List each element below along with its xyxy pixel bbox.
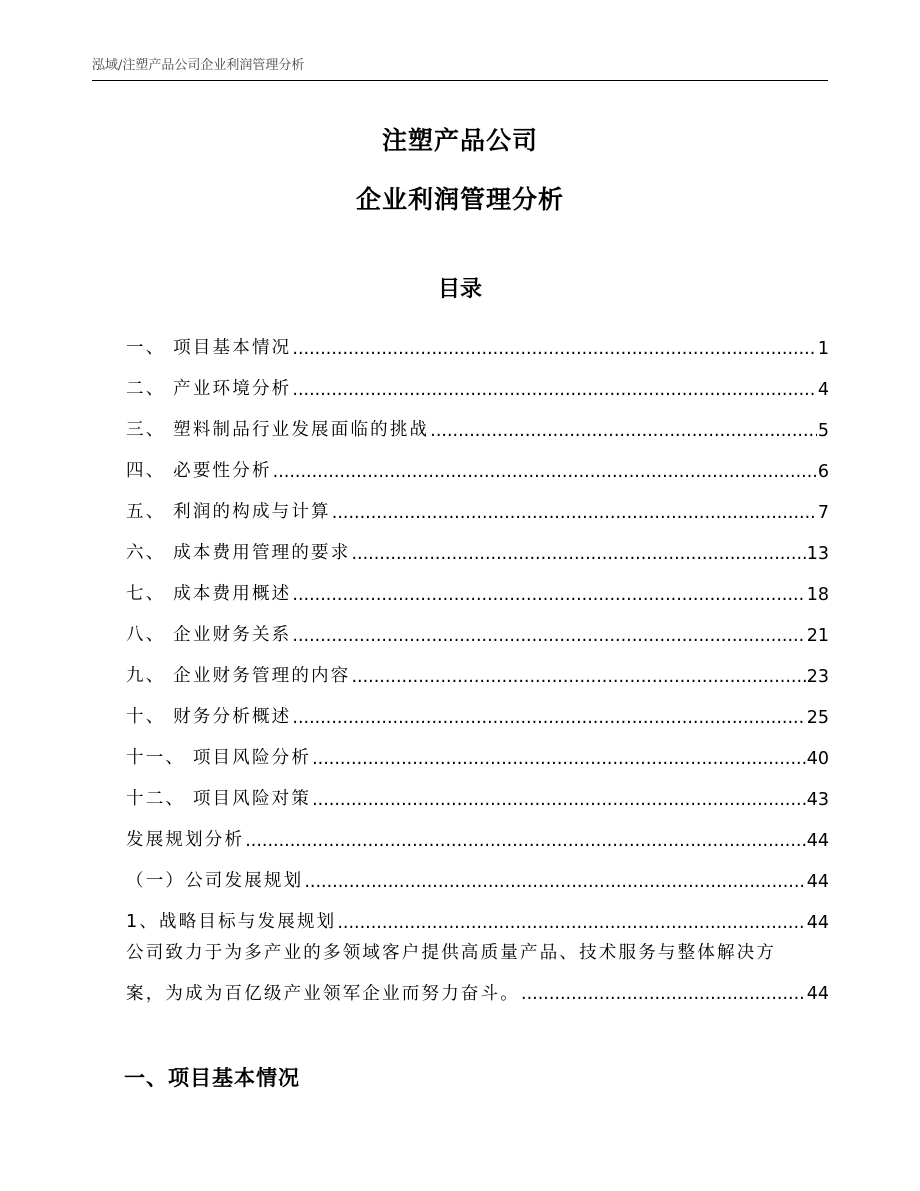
toc-dot-leader [312, 749, 806, 769]
toc-dot-leader [332, 503, 817, 523]
toc-dot-leader [292, 585, 805, 605]
toc-entry[interactable] [126, 482, 829, 523]
toc-dot-leader [292, 339, 816, 359]
toc-entry-page: 44 [806, 831, 829, 851]
toc-entry[interactable] [126, 564, 829, 605]
toc-entry-page: 6 [817, 462, 829, 482]
toc-entry[interactable] [126, 646, 829, 687]
toc-entry-page: 44 [806, 984, 829, 1004]
toc-entry-label: （一）公司发展规划 [126, 871, 304, 891]
toc-paragraph-entry[interactable] [126, 933, 829, 1015]
toc-dot-leader [521, 974, 806, 1015]
toc-entry-label: 十、 财务分析概述 [126, 707, 292, 727]
toc-entry-label: 六、 成本费用管理的要求 [126, 543, 351, 563]
header-divider [92, 80, 828, 81]
toc-dot-leader [351, 667, 805, 687]
toc-entry[interactable] [126, 892, 829, 933]
toc-dot-leader [273, 462, 817, 482]
toc-dot-leader [245, 831, 806, 851]
toc-entry-page: 25 [806, 708, 829, 728]
toc-entry-page: 1 [817, 339, 829, 359]
document-title-line-1: 注塑产品公司 [381, 126, 538, 155]
toc-entry[interactable] [126, 687, 829, 728]
toc-entry-label: 七、 成本费用概述 [126, 584, 292, 604]
toc-entry-page: 44 [806, 913, 829, 933]
toc-paragraph-line-1: 公司致力于为多产业的多领域客户提供高质量产品、技术服务与整体解决方 [126, 943, 777, 963]
table-of-contents [126, 318, 829, 1015]
document-title-line-2: 企业利润管理分析 [355, 185, 564, 214]
toc-entry-page: 21 [806, 626, 829, 646]
toc-entry-label: 四、 必要性分析 [126, 461, 272, 481]
toc-entry[interactable] [126, 605, 829, 646]
toc-dot-leader [304, 872, 805, 892]
toc-entry-page: 7 [817, 503, 829, 523]
toc-entry-page: 40 [806, 749, 829, 769]
toc-entry[interactable] [126, 523, 829, 564]
toc-entry[interactable] [126, 400, 829, 441]
page-header: 泓域/注塑产品公司企业利润管理分析 [92, 58, 305, 73]
toc-entry-label: 发展规划分析 [126, 830, 245, 850]
toc-entry-page: 23 [806, 667, 829, 687]
toc-entry[interactable] [126, 359, 829, 400]
toc-dot-leader [292, 380, 816, 400]
toc-entry[interactable] [126, 851, 829, 892]
toc-entry[interactable] [126, 769, 829, 810]
toc-entry-label: 十一、 项目风险分析 [126, 748, 312, 768]
toc-entry-label: 二、 产业环境分析 [126, 379, 292, 399]
section-heading: 一、项目基本情况 [124, 1066, 300, 1090]
toc-entry[interactable] [126, 318, 829, 359]
toc-entry-page: 13 [806, 544, 829, 564]
toc-entry[interactable] [126, 810, 829, 851]
toc-entry-page: 18 [806, 585, 829, 605]
toc-entry-page: 43 [806, 790, 829, 810]
toc-entry-page: 4 [817, 380, 829, 400]
toc-entry-label: 五、 利润的构成与计算 [126, 502, 331, 522]
toc-entry-page: 44 [806, 872, 829, 892]
toc-dot-leader [430, 421, 817, 441]
toc-entry-label: 1、战略目标与发展规划 [126, 912, 337, 932]
toc-entry-label: 十二、 项目风险对策 [126, 789, 312, 809]
toc-entry[interactable] [126, 728, 829, 769]
toc-entry-label: 九、 企业财务管理的内容 [126, 666, 351, 686]
toc-entry-label: 三、 塑料制品行业发展面临的挑战 [126, 420, 430, 440]
toc-entry-label: 八、 企业财务关系 [126, 625, 292, 645]
toc-paragraph-last-line [126, 974, 829, 1015]
toc-entry-label: 一、 项目基本情况 [126, 338, 292, 358]
toc-paragraph-line-2: 案，为成为百亿级产业领军企业而努力奋斗。 [126, 984, 520, 1004]
toc-dot-leader [337, 913, 805, 933]
toc-heading: 目录 [437, 277, 482, 302]
toc-dot-leader [312, 790, 806, 810]
toc-dot-leader [292, 708, 805, 728]
toc-dot-leader [351, 544, 805, 564]
toc-dot-leader [292, 626, 805, 646]
toc-entry-page: 5 [817, 421, 829, 441]
toc-entry[interactable] [126, 441, 829, 482]
